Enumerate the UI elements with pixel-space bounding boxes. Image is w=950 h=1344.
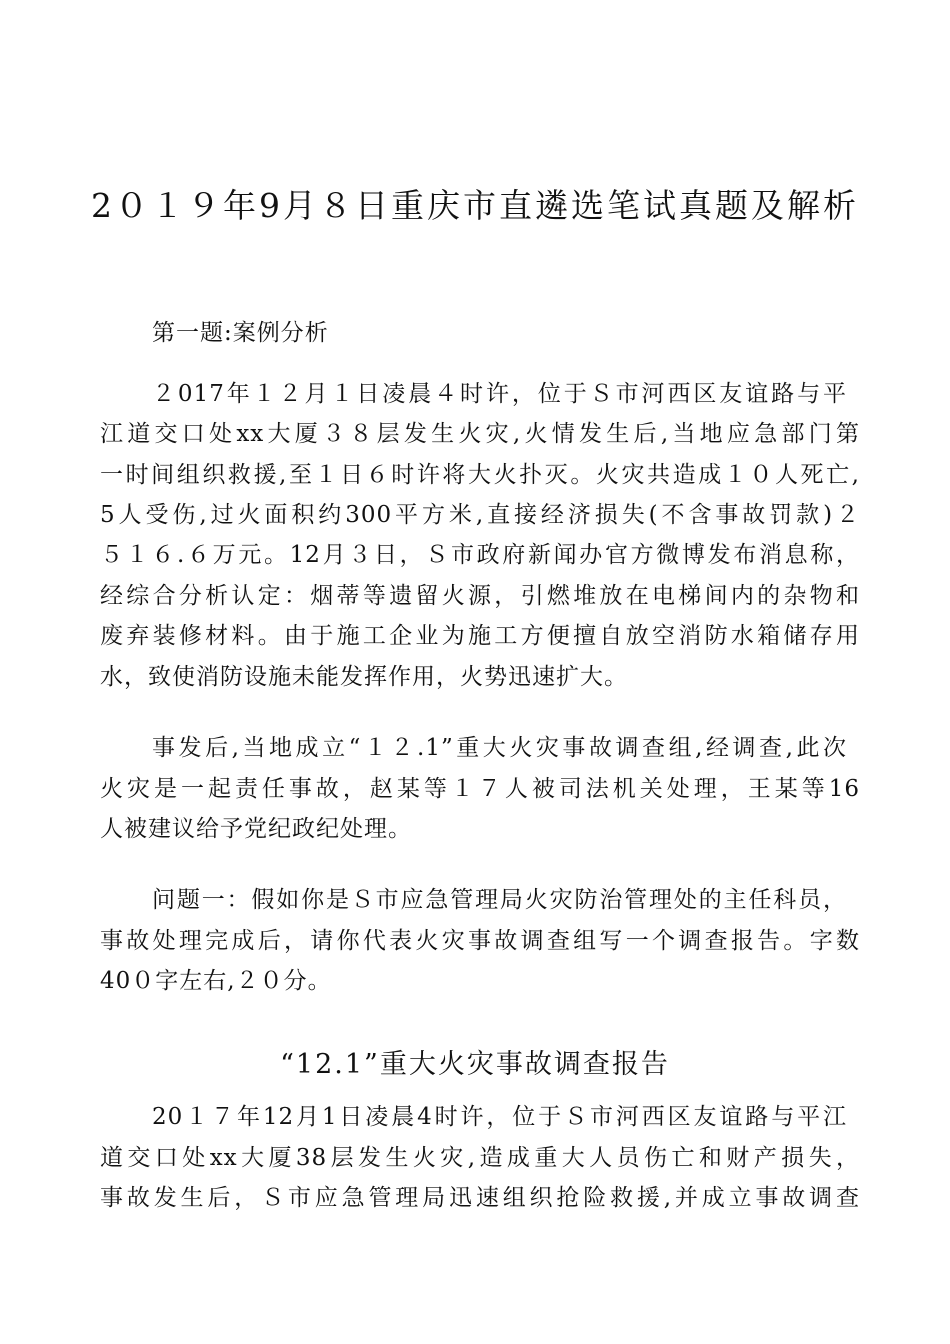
paragraph-line: 事故发生后，Ｓ市应急管理局迅速组织抢险救援,并成立事故调查: [100, 1185, 860, 1211]
paragraph-line: 江道交口处xx大厦３８层发生火灾,火情发生后,当地应急部门第: [100, 421, 860, 447]
paragraph-line: 道交口处xx大厦38层发生火灾,造成重大人员伤亡和财产损失，: [100, 1145, 860, 1171]
paragraph-line: 一时间组织救援,至１日６时许将大火扑灭。火灾共造成１０人死亡,: [100, 462, 860, 488]
paragraph-line: 水，致使消防设施未能发挥作用，火势迅速扩大。: [100, 664, 628, 690]
paragraph-line: 人被建议给予党纪政纪处理。: [100, 816, 412, 842]
paragraph-line: 火灾是一起责任事故，赵某等１７人被司法机关处理，王某等16: [100, 776, 860, 802]
paragraph-line: 40０字左右,２０分。: [100, 968, 332, 994]
paragraph-line: ５１６.６万元。12月３日，Ｓ市政府新闻办官方微博发布消息称，: [100, 542, 860, 568]
section-heading: 第一题:案例分析: [152, 320, 329, 346]
paragraph-line: 事发后,当地成立“１２.1”重大火灾事故调查组,经调查,此次: [152, 735, 847, 761]
document-title: 2０１９年9月８日重庆市直遴选笔试真题及解析: [91, 186, 859, 225]
report-title: “12.1”重大火灾事故调查报告: [280, 1049, 670, 1080]
paragraph-line: 经综合分析认定：烟蒂等遗留火源，引燃堆放在电梯间内的杂物和: [100, 583, 860, 609]
paragraph-line: 问题一：假如你是Ｓ市应急管理局火灾防治管理处的主任科员，: [152, 887, 847, 913]
paragraph-line: 事故处理完成后，请你代表火灾事故调查组写一个调查报告。字数: [100, 928, 860, 954]
paragraph-line: ２017年１２月１日凌晨４时许，位于Ｓ市河西区友谊路与平: [152, 381, 847, 407]
paragraph-line: 5人受伤,过火面积约300平方米,直接经济损失(不含事故罚款)２: [100, 502, 860, 528]
paragraph-line: 废弃装修材料。由于施工企业为施工方便擅自放空消防水箱储存用: [100, 623, 860, 649]
paragraph-line: 20１７年12月1日凌晨4时许，位于Ｓ市河西区友谊路与平江: [152, 1104, 847, 1130]
